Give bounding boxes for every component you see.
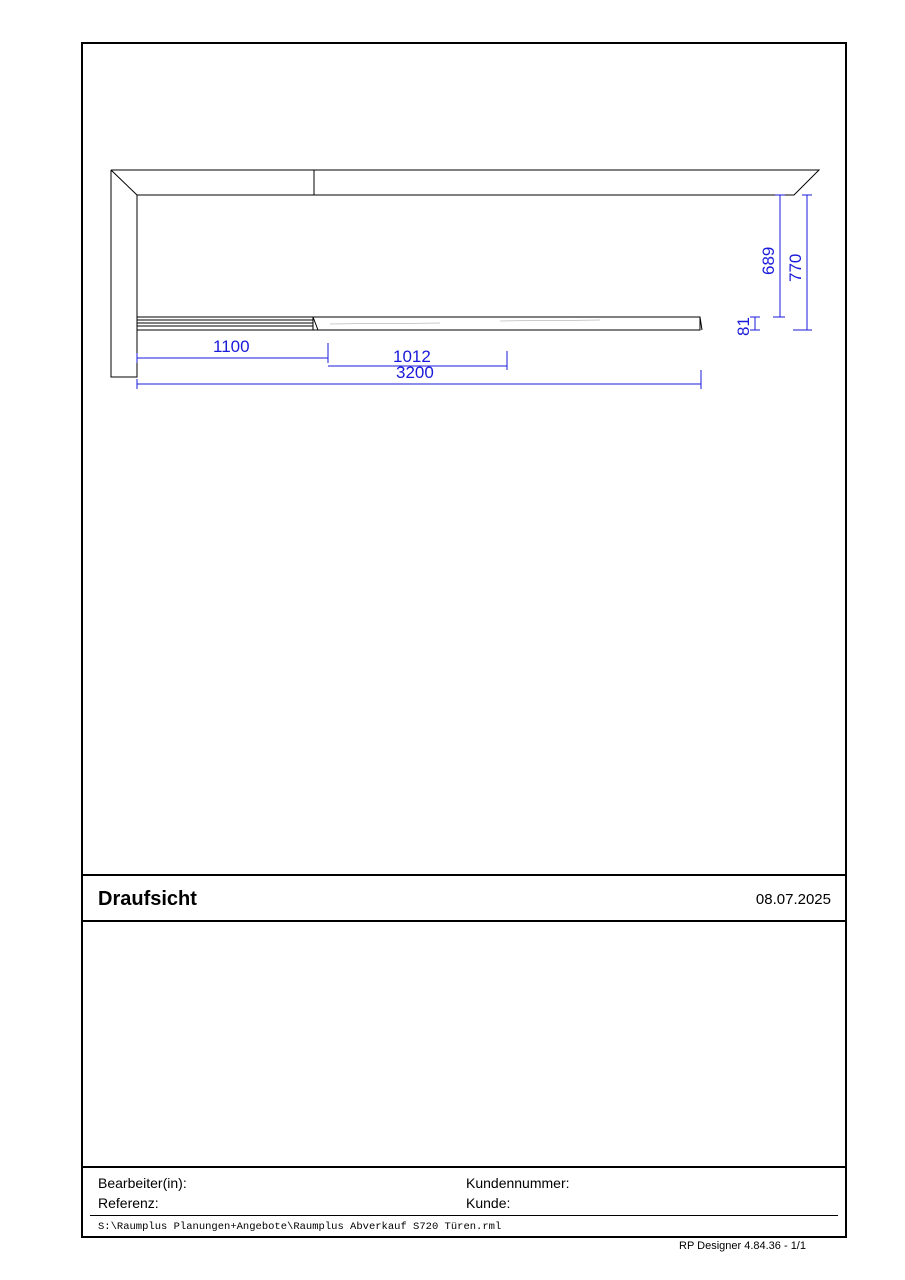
- editor-label: Bearbeiter(in):: [98, 1175, 187, 1191]
- dim-label-total-width: 3200: [396, 363, 434, 382]
- title-bar: [81, 874, 847, 922]
- customer-number-label: Kundennummer:: [466, 1175, 570, 1191]
- path-divider: [90, 1215, 838, 1216]
- view-title: Draufsicht: [98, 888, 197, 910]
- title-block: [81, 1166, 847, 1238]
- plan-date: 08.07.2025: [755, 891, 831, 908]
- dimension-rail-depth: [734, 317, 760, 336]
- dimension-total-depth: [786, 195, 812, 330]
- dim-label-door-width: 1012: [393, 347, 431, 366]
- dim-label-inner-depth: 689: [759, 246, 778, 275]
- door-panels: [137, 317, 702, 330]
- reference-label: Referenz:: [98, 1195, 159, 1211]
- dimension-total-width: [137, 363, 701, 389]
- dim-label-total-depth: 770: [786, 253, 805, 282]
- version-info: RP Designer 4.84.36 - 1/1: [679, 1240, 806, 1252]
- customer-label: Kunde:: [466, 1195, 511, 1211]
- dim-label-door-opening: 1100: [213, 337, 250, 356]
- file-path: S:\Raumplus Planungen+Angebote\Raumplus Abverkauf S720 Türen.rml: [98, 1221, 502, 1233]
- dim-label-rail-depth: 81: [734, 317, 753, 336]
- dimension-inner-depth: [759, 195, 785, 317]
- dimension-door-opening: [137, 337, 328, 363]
